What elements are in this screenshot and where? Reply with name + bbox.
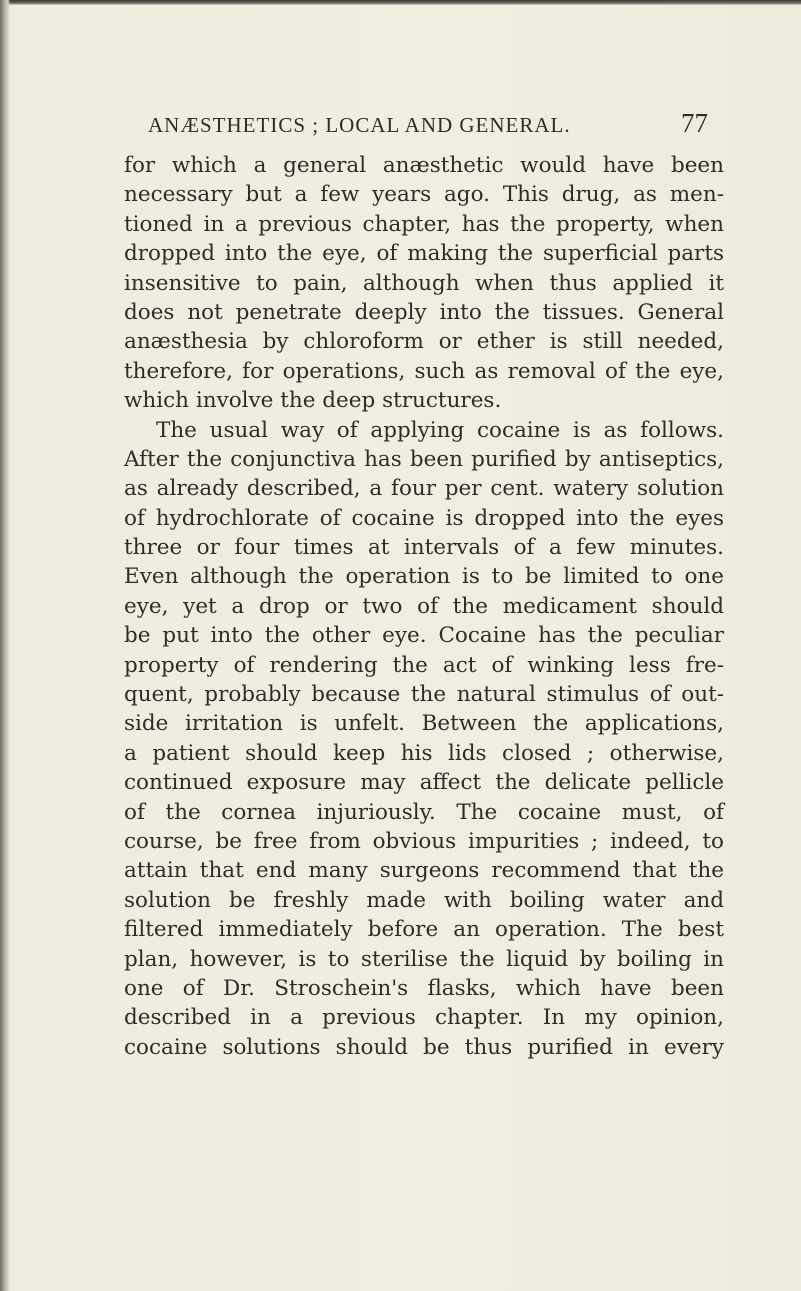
text-line: be put into the other eye. Cocaine has the peculiar	[124, 623, 724, 649]
text-line: for which a general anæsthetic would have been	[124, 153, 724, 178]
text-line: one of Dr. Stroschein's flasks, which have been	[124, 975, 724, 1001]
text-line: plan, however, is to sterilise the liquid by boiling in	[124, 946, 724, 972]
text-line: The usual way of applying cocaine is as follows.	[156, 417, 724, 443]
text-line: insensitive to pain, although when thus applied it	[124, 270, 724, 296]
text-line: side irritation is unfelt. Between the applications,	[124, 711, 724, 737]
text-line: dropped into the eye, of making the superficial parts	[124, 241, 724, 267]
text-line: which involve the deep structures.	[124, 388, 502, 414]
text-line: therefore, for operations, such as removal of the eye,	[124, 358, 724, 384]
text-line: a patient should keep his lids closed ; otherwise,	[124, 740, 724, 766]
text-line: described in a previous chapter. In my opinion,	[124, 1005, 724, 1031]
text-line: eye, yet a drop or two of the medicament should	[124, 593, 724, 619]
text-line: does not penetrate deeply into the tissues. General	[124, 299, 724, 325]
text-line: as already described, a four per cent. watery solution	[124, 476, 724, 502]
text-line: cocaine solutions should be thus purified in every	[124, 1034, 724, 1060]
text-line: course, be free from obvious impurities ; indeed, to	[124, 828, 724, 854]
text-line: filtered immediately before an operation. The best	[124, 917, 724, 943]
text-line: quent, probably because the natural stimulus of out-	[124, 682, 724, 708]
text-line: of hydrochlorate of cocaine is dropped into the eyes	[124, 505, 724, 531]
text-line: Even although the operation is to be limited to one	[124, 564, 724, 590]
text-line: of the cornea injuriously. The cocaine must, of	[124, 799, 724, 825]
text-line: anæsthesia by chloroform or ether is still needed,	[124, 329, 724, 355]
text-line: three or four times at intervals of a few minutes.	[124, 535, 724, 561]
running-head-title: ANÆSTHETICS ; LOCAL AND GENERAL.	[148, 113, 571, 137]
text-line: After the conjunctiva has been purified by antiseptics,	[124, 446, 724, 472]
text-line: tioned in a previous chapter, has the property, when	[124, 211, 724, 237]
text-line: necessary but a few years ago. This drug, as men-	[124, 182, 724, 208]
text-line: property of rendering the act of winking less fre-	[124, 652, 724, 678]
body-text	[124, 151, 724, 1062]
page-binding-shadow	[0, 0, 10, 1291]
text-line: continued exposure may affect the delicate pellicle	[124, 770, 724, 796]
text-line: attain that end many surgeons recommend that the	[124, 858, 724, 884]
page-number: 77	[681, 108, 708, 138]
text-line: solution be freshly made with boiling water and	[124, 887, 724, 913]
page-top-shadow	[0, 0, 801, 5]
running-head	[148, 108, 708, 143]
